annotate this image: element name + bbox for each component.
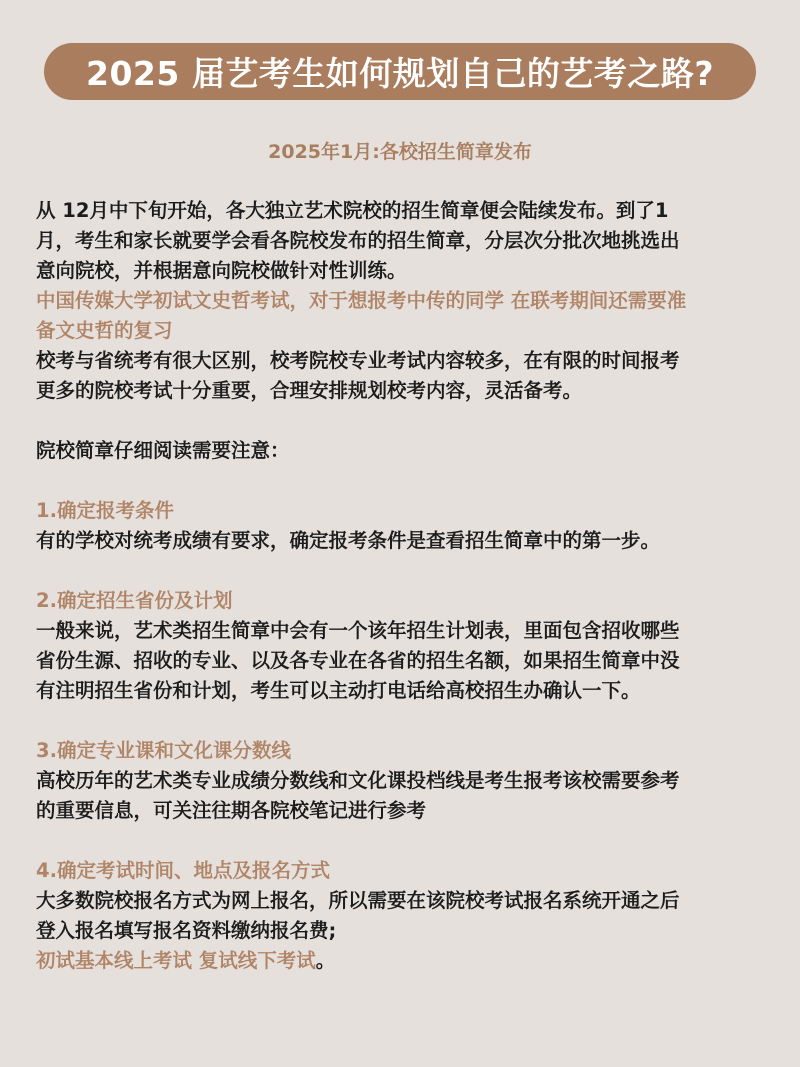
cuc-note-paragraph	[36, 286, 766, 346]
cuc-note-line: 中国传媒大学初试文史哲考试，对于想报考中传的同学 在联考期间还需要准	[36, 289, 687, 312]
spacer	[36, 826, 766, 856]
section-heading: 3.确定专业课和文化课分数线	[36, 739, 291, 762]
section-3	[36, 736, 766, 826]
intro-line: 意向院校，并根据意向院校做针对性训练。	[36, 259, 407, 282]
spacer	[36, 556, 766, 586]
school-exam-line: 校考与省统考有很大区别，校考院校专业考试内容较多，在有限的时间报考	[36, 349, 680, 372]
exam-format-note: 初试基本线上考试 复试线下考试	[36, 949, 316, 972]
intro-line: 月，考生和家长就要学会看各院校发布的招生简章，分层次分批次地挑选出	[36, 229, 680, 252]
date-subheading: 2025年1月:各校招生简章发布	[268, 141, 532, 163]
spacer	[36, 406, 766, 436]
school-exam-line: 更多的院校考试十分重要，合理安排规划校考内容，灵活备考。	[36, 379, 583, 402]
notice-heading: 院校简章仔细阅读需要注意：	[36, 439, 290, 462]
cuc-note-line: 备文史哲的复习	[36, 319, 173, 342]
section-line: 有注明招生省份和计划，考生可以主动打电话给高校招生办确认一下。	[36, 679, 641, 702]
section-2	[36, 586, 766, 706]
section-line: 有的学校对统考成绩有要求，确定报考条件是查看招生简章中的第一步。	[36, 529, 661, 552]
section-final-line	[36, 946, 766, 976]
section-line: 省份生源、招收的专业、以及各专业在各省的招生名额，如果招生简章中没	[36, 649, 680, 672]
section-heading: 1.确定报考条件	[36, 499, 174, 522]
spacer	[36, 706, 766, 736]
section-line: 的重要信息，可关注往期各院校笔记进行参考	[36, 799, 427, 822]
final-punctuation: 。	[315, 949, 336, 972]
section-line: 一般来说，艺术类招生简章中会有一个该年招生计划表，里面包含招收哪些	[36, 619, 680, 642]
article-body	[36, 196, 766, 976]
section-line: 高校历年的艺术类专业成绩分数线和文化课投档线是考生报考该校需要参考	[36, 769, 680, 792]
section-1	[36, 496, 766, 556]
intro-line: 从 12月中下旬开始，各大独立艺术院校的招生简章便会陆续发布。到了1	[36, 199, 669, 222]
title-banner	[44, 43, 756, 100]
section-line: 大多数院校报名方式为网上报名，所以需要在该院校考试报名系统开通之后	[36, 889, 680, 912]
spacer	[36, 466, 766, 496]
intro-paragraph	[36, 196, 766, 286]
page-title: 2025 届艺考生如何规划自己的艺考之路?	[86, 54, 714, 93]
section-4	[36, 856, 766, 976]
school-exam-paragraph	[36, 346, 766, 406]
section-heading: 2.确定招生省份及计划	[36, 589, 233, 612]
section-heading: 4.确定考试时间、地点及报名方式	[36, 859, 330, 882]
section-line: 登入报名填写报名资料缴纳报名费;	[36, 919, 337, 942]
